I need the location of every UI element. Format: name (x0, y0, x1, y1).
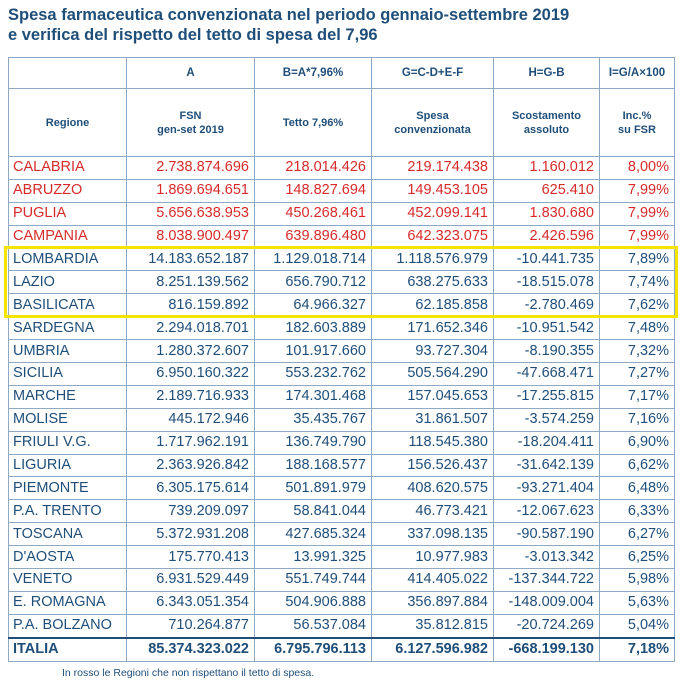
formula-header-cell: I=G/A×100 (600, 58, 675, 89)
spesa-cell: 93.727.304 (372, 340, 494, 363)
tetto-cell: 427.685.324 (255, 523, 372, 546)
scostamento-cell: -148.009.004 (494, 591, 600, 614)
spesa-cell: 62.185.858 (372, 294, 494, 317)
table-row (9, 431, 675, 454)
tetto-cell: 182.603.889 (255, 317, 372, 340)
scostamento-cell: -18.204.411 (494, 431, 600, 454)
fsn-cell: 1.717.962.191 (127, 431, 255, 454)
tetto-cell: 101.917.660 (255, 340, 372, 363)
incidenza-cell: 6,33% (600, 500, 675, 523)
formula-header-cell: A (127, 58, 255, 89)
column-header-cell (372, 89, 494, 157)
table-row (9, 546, 675, 569)
region-cell: MARCHE (9, 385, 127, 408)
table-row (9, 363, 675, 386)
fsn-cell: 445.172.946 (127, 408, 255, 431)
fsn-cell: 175.770.413 (127, 546, 255, 569)
table-row (9, 271, 675, 294)
scostamento-cell: -10.951.542 (494, 317, 600, 340)
spesa-cell: 46.773.421 (372, 500, 494, 523)
total-tetto-cell: 6.795.796.113 (255, 638, 372, 661)
fsn-cell: 2.189.716.933 (127, 385, 255, 408)
spesa-cell: 35.812.815 (372, 614, 494, 637)
spesa-cell: 408.620.575 (372, 477, 494, 500)
scostamento-cell: -10.441.735 (494, 248, 600, 271)
fsn-cell: 710.264.877 (127, 614, 255, 637)
column-header-cell (494, 89, 600, 157)
table-row (9, 500, 675, 523)
incidenza-cell: 7,48% (600, 317, 675, 340)
incidenza-cell: 5,04% (600, 614, 675, 637)
tetto-cell: 639.896.480 (255, 225, 372, 248)
column-header-label: Scostamento (511, 109, 582, 122)
formula-header-cell: H=G-B (494, 58, 600, 89)
page-title (8, 5, 678, 45)
spesa-cell: 157.045.653 (372, 385, 494, 408)
table-row (9, 179, 675, 202)
column-header-cell (600, 89, 675, 157)
incidenza-cell: 7,99% (600, 179, 675, 202)
table-row (9, 569, 675, 592)
region-cell: E. ROMAGNA (9, 591, 127, 614)
region-cell: LAZIO (9, 271, 127, 294)
incidenza-cell: 6,90% (600, 431, 675, 454)
tetto-cell: 174.301.468 (255, 385, 372, 408)
fsn-cell: 1.869.694.651 (127, 179, 255, 202)
spesa-cell: 31.861.507 (372, 408, 494, 431)
incidenza-cell: 7,89% (600, 248, 675, 271)
incidenza-cell: 6,48% (600, 477, 675, 500)
total-row (9, 638, 675, 661)
formula-header-cell (9, 58, 127, 89)
scostamento-cell: -8.190.355 (494, 340, 600, 363)
tetto-cell: 35.435.767 (255, 408, 372, 431)
scostamento-cell: 625.410 (494, 179, 600, 202)
formula-header-row (9, 58, 675, 89)
incidenza-cell: 5,63% (600, 591, 675, 614)
incidenza-cell: 7,74% (600, 271, 675, 294)
scostamento-cell: -20.724.269 (494, 614, 600, 637)
scostamento-cell: -17.255.815 (494, 385, 600, 408)
scostamento-cell: -93.271.404 (494, 477, 600, 500)
incidenza-cell: 7,99% (600, 202, 675, 225)
tetto-cell: 656.790.712 (255, 271, 372, 294)
tetto-cell: 58.841.044 (255, 500, 372, 523)
scostamento-cell: -2.780.469 (494, 294, 600, 317)
spesa-cell: 149.453.105 (372, 179, 494, 202)
table-row (9, 477, 675, 500)
incidenza-cell: 6,27% (600, 523, 675, 546)
table-row (9, 225, 675, 248)
spesa-cell: 356.897.884 (372, 591, 494, 614)
tetto-cell: 450.268.461 (255, 202, 372, 225)
fsn-cell: 6.343.051.354 (127, 591, 255, 614)
total-scostamento-cell: -668.199.130 (494, 638, 600, 661)
spesa-cell: 452.099.141 (372, 202, 494, 225)
spending-table (8, 57, 675, 662)
scostamento-cell: -12.067.623 (494, 500, 600, 523)
scostamento-cell: 1.160.012 (494, 157, 600, 180)
table-row (9, 591, 675, 614)
fsn-cell: 8.251.139.562 (127, 271, 255, 294)
tetto-cell: 551.749.744 (255, 569, 372, 592)
column-header-label: gen-set 2019 (157, 123, 224, 136)
incidenza-cell: 8,00% (600, 157, 675, 180)
column-header-label: assoluto (523, 123, 570, 136)
tetto-cell: 64.966.327 (255, 294, 372, 317)
table-row (9, 317, 675, 340)
region-cell: SICILIA (9, 363, 127, 386)
column-header-label: convenzionata (394, 123, 471, 136)
formula-header-cell: G=C-D+E-F (372, 58, 494, 89)
spesa-cell: 505.564.290 (372, 363, 494, 386)
incidenza-cell: 7,27% (600, 363, 675, 386)
column-header-label: Inc.% (622, 109, 652, 122)
scostamento-cell: 2.426.596 (494, 225, 600, 248)
total-fsn-cell: 85.374.323.022 (127, 638, 255, 661)
fsn-cell: 8.038.900.497 (127, 225, 255, 248)
table-row (9, 340, 675, 363)
column-header-row (9, 89, 675, 157)
spesa-cell: 638.275.633 (372, 271, 494, 294)
spesa-cell: 10.977.983 (372, 546, 494, 569)
scostamento-cell: -47.668.471 (494, 363, 600, 386)
spesa-cell: 1.118.576.979 (372, 248, 494, 271)
incidenza-cell: 6,62% (600, 454, 675, 477)
column-header-cell (127, 89, 255, 157)
column-header-label: Regione (45, 116, 90, 129)
tetto-cell: 501.891.979 (255, 477, 372, 500)
incidenza-cell: 7,99% (600, 225, 675, 248)
table-row (9, 248, 675, 271)
column-header-label: Spesa (416, 109, 449, 122)
region-cell: ABRUZZO (9, 179, 127, 202)
spesa-cell: 414.405.022 (372, 569, 494, 592)
column-header-cell (9, 89, 127, 157)
spesa-cell: 337.098.135 (372, 523, 494, 546)
incidenza-cell: 5,98% (600, 569, 675, 592)
spesa-cell: 171.652.346 (372, 317, 494, 340)
column-header-label: FSN (179, 109, 202, 122)
tetto-cell: 188.168.577 (255, 454, 372, 477)
tetto-cell: 553.232.762 (255, 363, 372, 386)
formula-header-cell: B=A*7,96% (255, 58, 372, 89)
scostamento-cell: -31.642.139 (494, 454, 600, 477)
scostamento-cell: -137.344.722 (494, 569, 600, 592)
fsn-cell: 2.738.874.696 (127, 157, 255, 180)
spesa-cell: 219.174.438 (372, 157, 494, 180)
incidenza-cell: 7,16% (600, 408, 675, 431)
table-row (9, 454, 675, 477)
table-row (9, 385, 675, 408)
title-line-1: Spesa farmaceutica convenzionata nel periodo gennaio-settembre 2019 (8, 6, 570, 24)
region-cell: PIEMONTE (9, 477, 127, 500)
fsn-cell: 1.280.372.607 (127, 340, 255, 363)
table-row (9, 523, 675, 546)
region-cell: SARDEGNA (9, 317, 127, 340)
fsn-cell: 739.209.097 (127, 500, 255, 523)
fsn-cell: 2.294.018.701 (127, 317, 255, 340)
column-header-cell (255, 89, 372, 157)
region-cell: LOMBARDIA (9, 248, 127, 271)
fsn-cell: 6.931.529.449 (127, 569, 255, 592)
scostamento-cell: -3.574.259 (494, 408, 600, 431)
region-cell: CALABRIA (9, 157, 127, 180)
region-cell: PUGLIA (9, 202, 127, 225)
footnote: In rosso le Regioni che non rispettano il tetto di spesa. (62, 667, 315, 679)
region-cell: CAMPANIA (9, 225, 127, 248)
region-cell: UMBRIA (9, 340, 127, 363)
title-line-2: e verifica del rispetto del tetto di spesa del 7,96 (8, 26, 378, 44)
column-header-label: su FSR (618, 123, 656, 136)
region-cell: FRIULI V.G. (9, 431, 127, 454)
tetto-cell: 218.014.426 (255, 157, 372, 180)
scostamento-cell: -3.013.342 (494, 546, 600, 569)
tetto-cell: 136.749.790 (255, 431, 372, 454)
incidenza-cell: 7,17% (600, 385, 675, 408)
column-header-label: Tetto 7,96% (282, 116, 344, 129)
region-cell: BASILICATA (9, 294, 127, 317)
table-row (9, 157, 675, 180)
table-body (9, 157, 675, 662)
tetto-cell: 1.129.018.714 (255, 248, 372, 271)
spesa-cell: 156.526.437 (372, 454, 494, 477)
fsn-cell: 816.159.892 (127, 294, 255, 317)
spesa-cell: 118.545.380 (372, 431, 494, 454)
spesa-cell: 642.323.075 (372, 225, 494, 248)
table-row (9, 614, 675, 637)
scostamento-cell: -90.587.190 (494, 523, 600, 546)
tetto-cell: 56.537.084 (255, 614, 372, 637)
spending-table-container (8, 57, 675, 662)
fsn-cell: 6.305.175.614 (127, 477, 255, 500)
total-incidenza-cell: 7,18% (600, 638, 675, 661)
tetto-cell: 148.827.694 (255, 179, 372, 202)
table-row (9, 408, 675, 431)
region-cell: P.A. BOLZANO (9, 614, 127, 637)
tetto-cell: 504.906.888 (255, 591, 372, 614)
fsn-cell: 5.372.931.208 (127, 523, 255, 546)
incidenza-cell: 7,32% (600, 340, 675, 363)
fsn-cell: 2.363.926.842 (127, 454, 255, 477)
region-cell: TOSCANA (9, 523, 127, 546)
scostamento-cell: -18.515.078 (494, 271, 600, 294)
incidenza-cell: 6,25% (600, 546, 675, 569)
region-cell: D'AOSTA (9, 546, 127, 569)
fsn-cell: 5.656.638.953 (127, 202, 255, 225)
region-cell: LIGURIA (9, 454, 127, 477)
total-spesa-cell: 6.127.596.982 (372, 638, 494, 661)
region-cell: VENETO (9, 569, 127, 592)
region-cell: P.A. TRENTO (9, 500, 127, 523)
region-cell: MOLISE (9, 408, 127, 431)
table-row (9, 202, 675, 225)
fsn-cell: 14.183.652.187 (127, 248, 255, 271)
incidenza-cell: 7,62% (600, 294, 675, 317)
scostamento-cell: 1.830.680 (494, 202, 600, 225)
table-row (9, 294, 675, 317)
total-region-cell: ITALIA (9, 638, 127, 661)
tetto-cell: 13.991.325 (255, 546, 372, 569)
fsn-cell: 6.950.160.322 (127, 363, 255, 386)
